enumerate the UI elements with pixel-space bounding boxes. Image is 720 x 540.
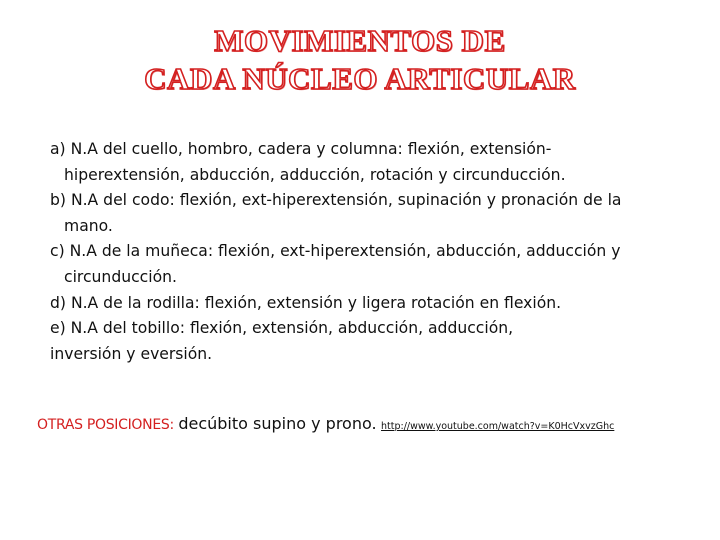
youtube-link[interactable]: http://www.youtube.com/watch?v=K0HcVxvzGhc [381,421,615,432]
other-positions-label: OTRAS POSICIONES: [37,417,174,433]
list-item-ankle-continued: inversión y eversión. [50,344,213,363]
list-item-neck-shoulder-hip-spine: a) N.A del cuello, hombro, cadera y columna: flexión, extensión-hiperextensión, abducción, adducción, rotación y circunducción. [50,140,566,184]
slide-title [0,22,720,98]
slide-title-line-2: CADA NÚCLEO ARTICULAR [144,61,576,96]
slide-title-line-1: MOVIMIENTOS DE [214,23,506,58]
other-positions-line [37,412,707,439]
list-item-wrist: c) N.A de la muñeca: flexión, ext-hiperextensión, abducción, adducción y circunducción. [50,242,621,286]
other-positions-text: decúbito supino y prono. [178,414,377,433]
list-item-ankle: e) N.A del tobillo: flexión, extensión, abducción, adducción, [50,319,514,338]
list-item-knee: d) N.A de la rodilla: flexión, extensión y ligera rotación en flexión. [50,293,562,312]
list-item-elbow: b) N.A del codo: flexión, ext-hiperextensión, supinación y pronación de la mano. [50,191,622,235]
movement-list [50,137,660,367]
